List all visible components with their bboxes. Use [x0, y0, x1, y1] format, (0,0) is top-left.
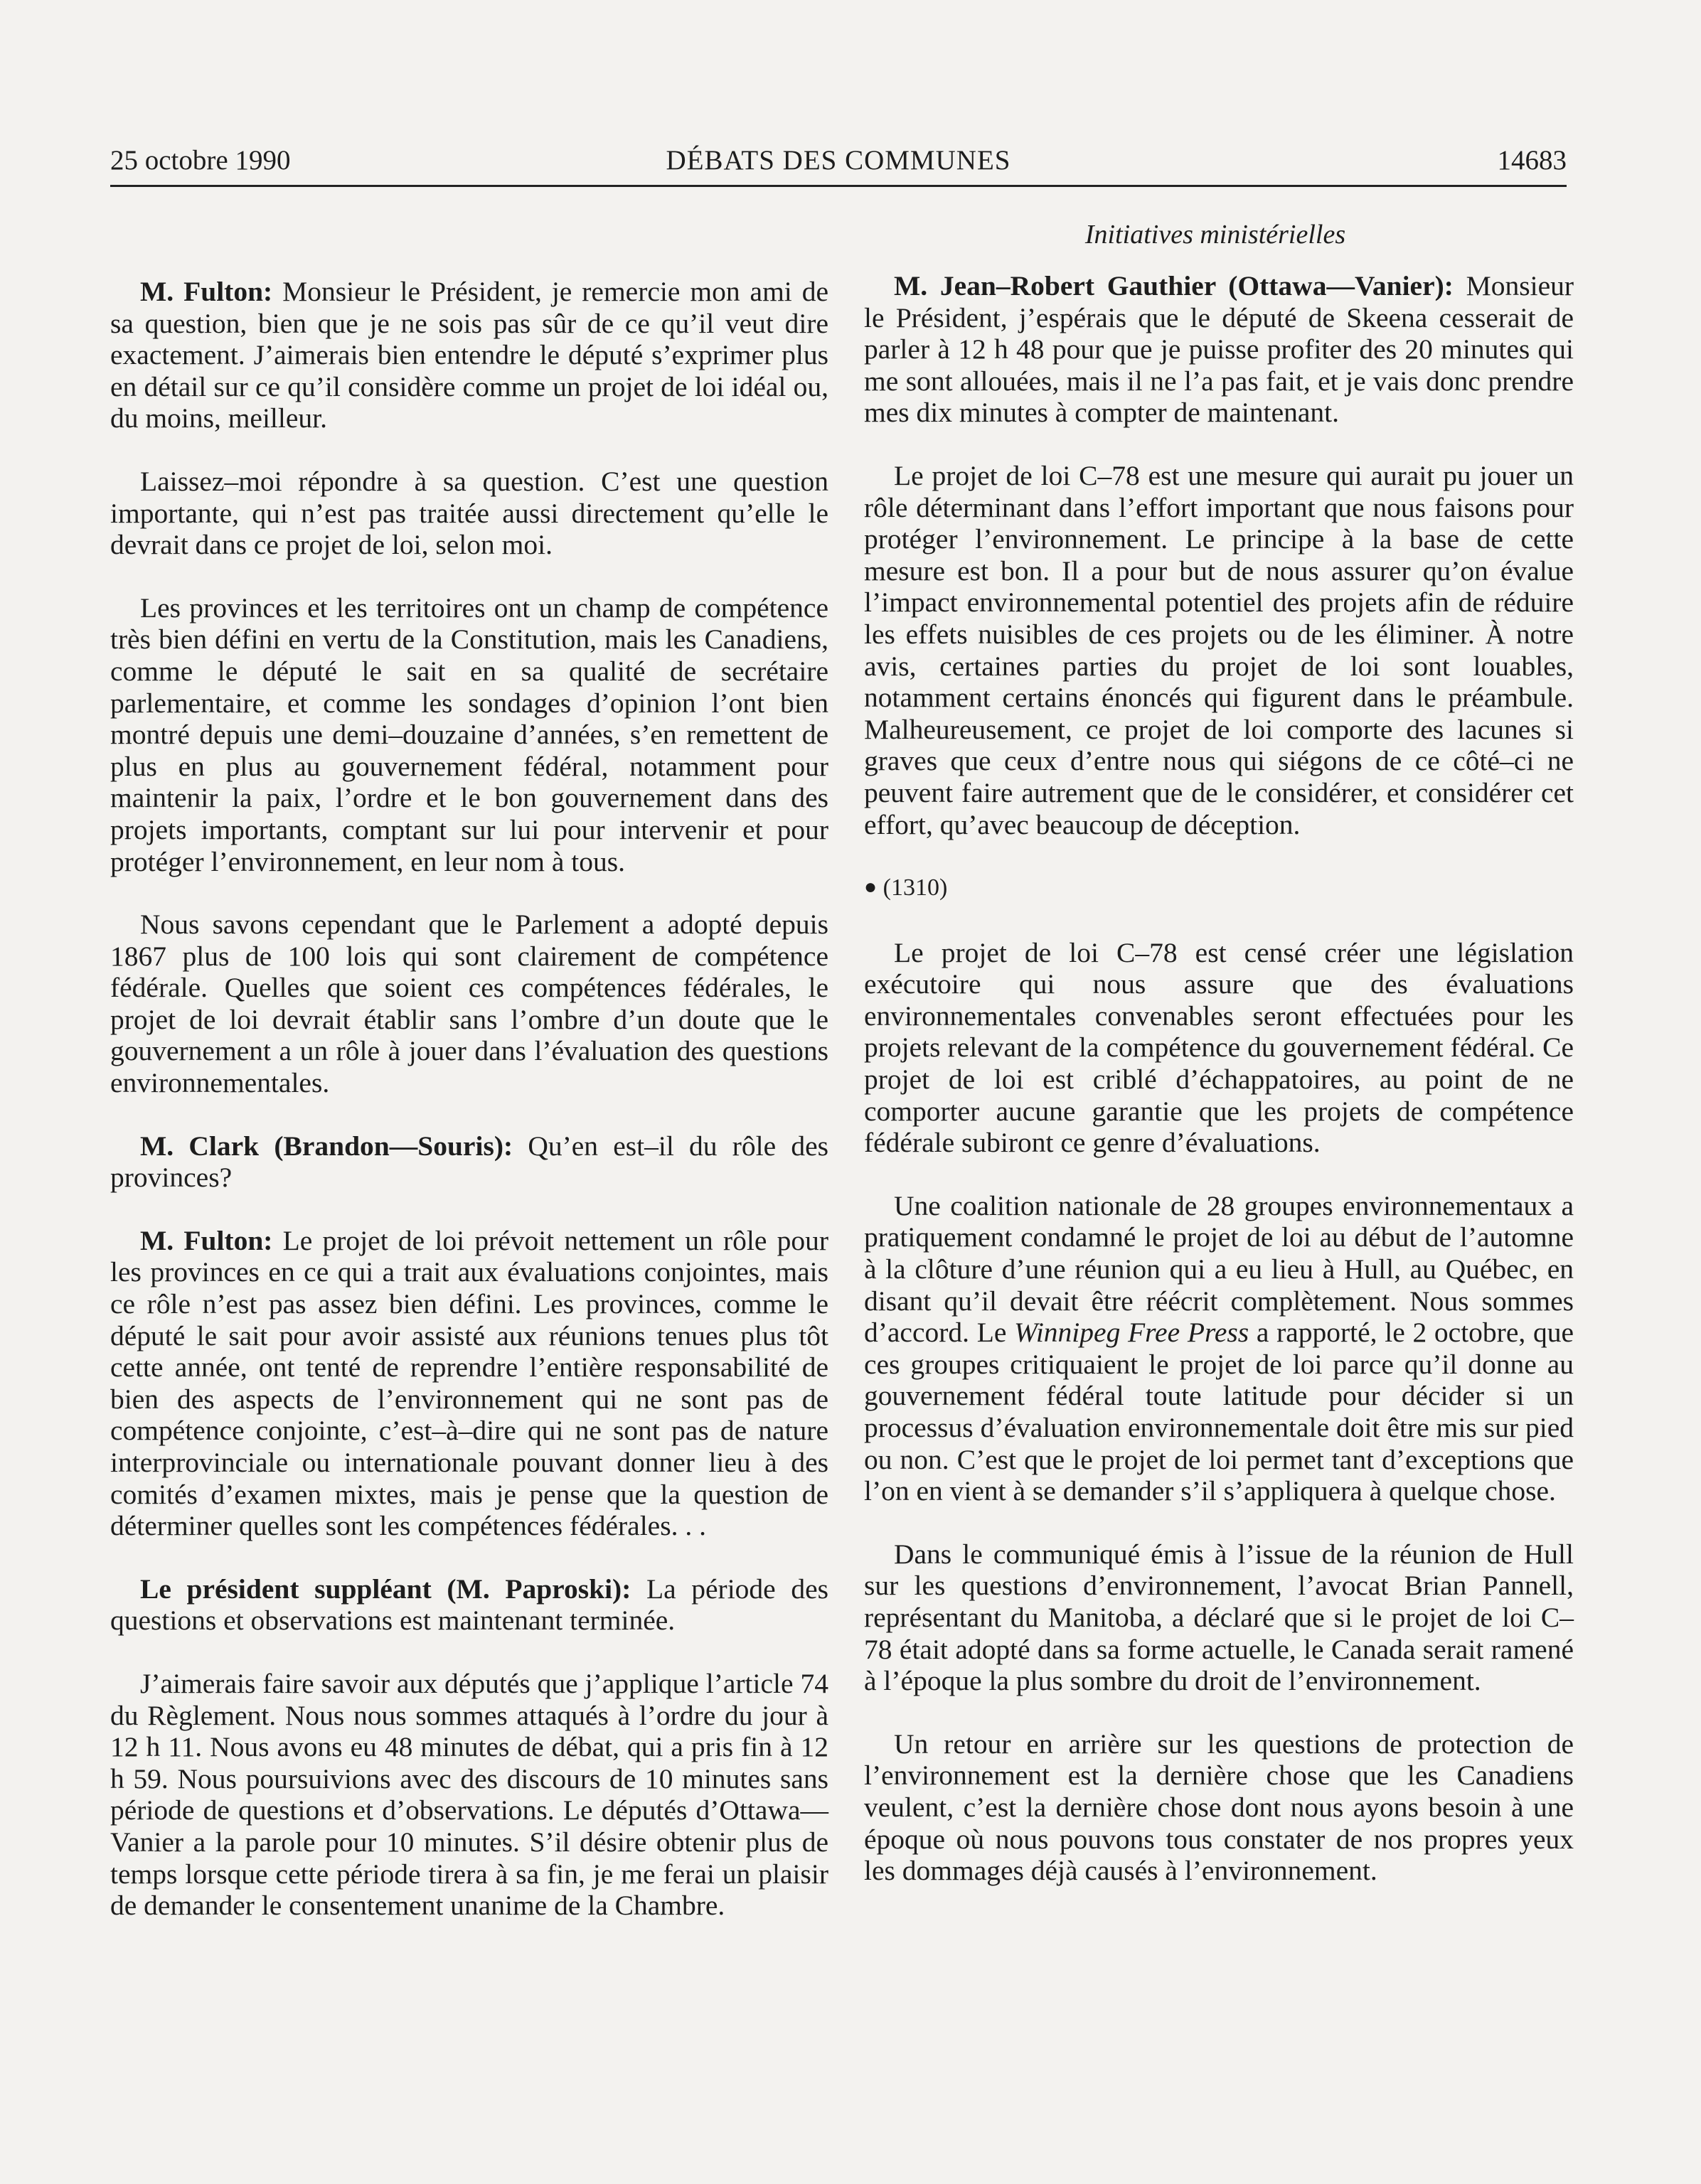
paragraph-text: Monsieur le Président, je remercie mon ami de sa question, bien que je ne sois pas sûr de ce qu’il veut dire exactement. J’aimerais bien entendre le député s’exprimer plus en détail sur ce qu’il considère comme un projet de loi idéal ou, du moins, meilleur.	[110, 276, 828, 434]
paragraph	[110, 592, 828, 877]
speaker-name: M. Fulton:	[140, 276, 273, 307]
paragraph-text: Le projet de loi C–78 est censé créer une législation exécutoire qui nous assure que des évaluations environnementales convenables seront effectuées pour les projets relevant de la compétence du gouvernement fédéral. Ce projet de loi est criblé d’échappatoires, au point de ne comporter aucune garantie que les projets de compétence fédérale subiront ce genre d’évaluations.	[864, 936, 1574, 1159]
right-column	[864, 270, 1574, 1918]
time-marker-text: (1310)	[883, 874, 948, 901]
paragraph	[864, 460, 1574, 840]
paragraph-text: Laissez–moi répondre à sa question. C’est une question importante, qui n’est pas traitée aussi directement qu’elle le devrait dans ce projet de loi, selon moi.	[110, 465, 828, 561]
paragraph-text: Nous savons cependant que le Parlement a adopté depuis 1867 plus de 100 lois qui sont clairement de compétence fédérale. Quelles que soient ces compétences fédérales, le projet de loi devrait établir sans l’ombre d’un doute que le gouvernement a un rôle à jouer dans l’évaluation des questions environnementales.	[110, 909, 828, 1099]
paragraph-text: La période des questions et observations est maintenant terminée.	[110, 1573, 828, 1637]
paragraph-text: Le projet de loi C–78 est une mesure qui aurait pu jouer un rôle déterminant dans l’effort important que nous faisons pour protéger l’environnement. Le principe à la base de cette mesure est bon. Il a pour but de nous assurer qu’on évalue l’impact environnemental potentiel des projets afin de réduire les effets nuisibles de ces projets ou de les éliminer. À notre avis, certaines parties du projet de loi sont louables, notamment certains énoncés qui figurent dans le préambule. Malheureusement, ce projet de loi comporte des lacunes si graves que ceux d’entre nous qui siégons de ce côté–ci ne peuvent faire autrement que de le considérer, et considérer cet effort, qu’avec beaucoup de déception.	[864, 459, 1574, 840]
header-page-number: 14683	[1497, 145, 1567, 176]
speaker-name: M. Clark (Brandon—Souris):	[140, 1130, 513, 1162]
paragraph	[864, 1538, 1574, 1697]
page-header	[110, 144, 1567, 186]
paragraph	[864, 270, 1574, 429]
paragraph	[864, 937, 1574, 1159]
left-column	[110, 276, 828, 1953]
header-title: DÉBATS DES COMMUNES	[666, 145, 1011, 176]
paragraph-text: Les provinces et les territoires ont un champ de compétence très bien défini en vertu de la Constitution, mais les Canadiens, comme le député le sait en sa qualité de secrétaire parlementaire, et comme les sondages d’opinion l’ont bien montré depuis une demi–douzaine d’années, s’en remettent de plus en plus au gouvernement fédéral, notamment pour maintenir la paix, l’ordre et le bon gouvernement dans des projets importants, comptant sur lui pour intervenir et pour protéger l’environnement, en leur nom à tous.	[110, 592, 828, 877]
paragraph-text: J’aimerais faire savoir aux députés que j’applique l’article 74 du Règlement. Nous nous sommes attaqués à l’ordre du jour à 12 h 11. Nous avons eu 48 minutes de débat, qui a pris fin à 12 h 59. Nous poursuivions avec des discours de 10 minutes sans période de questions et d’observations. Le députés d’Ottawa—Vanier a la parole pour 10 minutes. S’il désire obtenir plus de temps lorsque cette période tirera à sa fin, je me ferai un plaisir de demander le consentement unanime de la Chambre.	[110, 1667, 828, 1922]
paragraph	[110, 276, 828, 434]
paragraph-text: Le projet de loi prévoit nettement un rôle pour les provinces en ce qui a trait aux évaluations conjointes, mais ce rôle n’est pas assez bien défini. Les provinces, comme le député le sait pour avoir assisté aux réunions tenues plus tôt cette année, ont tenté de reprendre l’entière responsabilité de bien des aspects de l’environnement qui ne sont pas de compétence conjointe, c’est–à–dire qui ne sont pas de nature interprovinciale ou internationale pouvant donner lieu à des comités d’examen mixtes, mais je pense que la question de déterminer quelles sont les compétences fédérales. . .	[110, 1224, 829, 1542]
paragraph-text: Une coalition nationale de 28 groupes environnementaux a pratiquement condamné le projet de loi au début de l’automne à la clôture d’une réunion qui a eu lieu à Hull, au Québec, en disant qu’il devait être réécrit complètement. Nous sommes d’accord. Le Winnipeg Free Press a rapporté, le 2 octobre, que ces groupes critiquaient le projet de loi parce qu’il donne au gouvernement fédéral toute latitude pour décider si un processus d’évaluation environnementale doit être mis sur pied ou non. C’est que le projet de loi permet tant d’exceptions que l’on en vient à se demander s’il s’appliquera à quelque chose.	[864, 1189, 1574, 1507]
speaker-name: M. Fulton:	[140, 1224, 273, 1256]
paragraph	[864, 1728, 1574, 1887]
section-title: Initiatives ministérielles	[1084, 220, 1346, 250]
header-rule	[110, 185, 1567, 187]
paragraph	[864, 1190, 1574, 1507]
paragraph-text: Un retour en arrière sur les questions de protection de l’environnement est la dernière chose que les Canadiens veulent, c’est la dernière chose dont nous ayons besoin à une époque où nous pouvons tous constater de nos propres yeux les dommages déjà causés à l’environnement.	[864, 1728, 1574, 1887]
paragraph-text: Qu’en est–il du rôle des provinces?	[110, 1130, 828, 1194]
paragraph	[110, 1225, 828, 1542]
paragraph	[110, 1573, 828, 1637]
paragraph	[110, 1130, 828, 1194]
time-marker	[864, 872, 1574, 904]
paragraph	[110, 1668, 828, 1922]
paragraph	[110, 909, 828, 1099]
header-date: 25 octobre 1990	[110, 145, 291, 176]
paragraph	[110, 466, 828, 561]
speaker-name: Le président suppléant (M. Paproski):	[140, 1573, 631, 1605]
paragraph-text: Monsieur le Président, j’espérais que le député de Skeena cesserait de parler à 12 h 48 pour que je puisse profiter des 20 minutes qui me sont allouées, mais il ne l’a pas fait, et je vais donc prendre mes dix minutes à compter de maintenant.	[864, 270, 1574, 429]
bullet-icon: ●	[864, 875, 878, 899]
speaker-name: M. Jean–Robert Gauthier (Ottawa—Vanier):	[894, 270, 1454, 301]
paragraph-text: Dans le communiqué émis à l’issue de la réunion de Hull sur les questions d’environnement, l’avocat Brian Pannell, représentant du Manitoba, a déclaré que si le projet de loi C–78 était adopté dans sa forme actuelle, le Canada serait ramené à l’époque la plus sombre du droit de l’environnement.	[864, 1538, 1574, 1697]
